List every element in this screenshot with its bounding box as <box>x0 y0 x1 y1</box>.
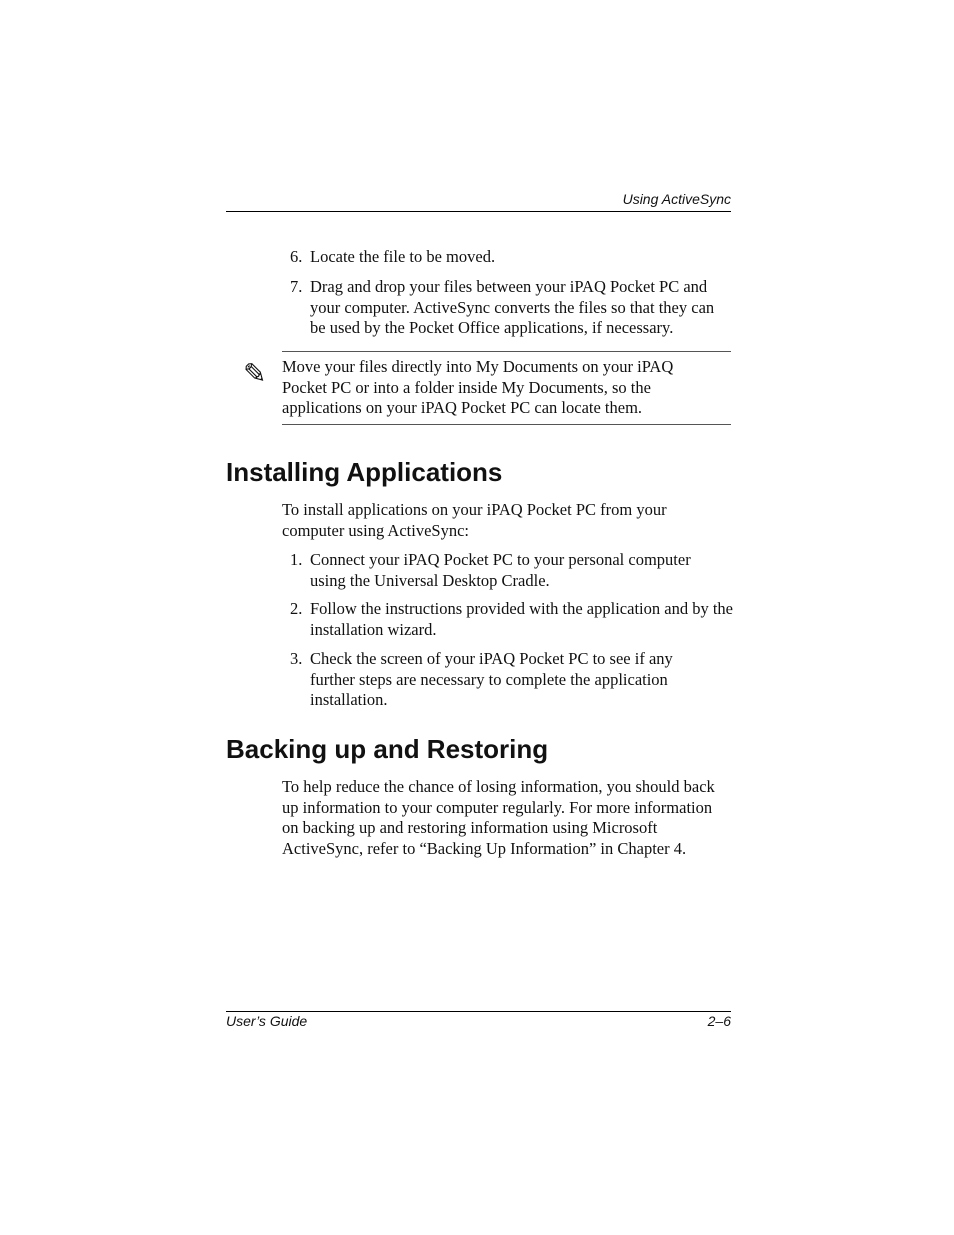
header-rule <box>226 211 731 212</box>
section-heading-installing: Installing Applications <box>226 457 503 487</box>
note-text: Move your files directly into My Documents on your iPAQ Pocket PC or into a folder inside My Documents, so the applications on your iPAQ Pocket PC can locate them. <box>282 357 674 417</box>
step-text: Follow the instructions provided with the application and by the installation wizard. <box>310 599 733 639</box>
note-top-rule <box>282 351 731 352</box>
footer-rule <box>226 1011 731 1012</box>
list-item <box>290 599 735 640</box>
step-number: 2. <box>290 599 303 618</box>
step-number: 6. <box>290 247 303 266</box>
note-bottom-rule <box>282 424 731 425</box>
note-pencil-icon: ✎ <box>243 357 267 390</box>
backup-body: To help reduce the chance of losing information, you should back up information to your computer regularly. For more information on backing up and restoring information using Microsoft ActiveSync, refer to “Backing Up Information” in Chapter 4. <box>282 777 715 858</box>
step-text: Check the screen of your iPAQ Pocket PC to see if any further steps are necessary to complete the application installation. <box>310 649 673 709</box>
step-text: Locate the file to be moved. <box>310 247 496 266</box>
step-number: 7. <box>290 277 303 296</box>
step-number: 1. <box>290 550 303 569</box>
step-text: Connect your iPAQ Pocket PC to your personal computer using the Universal Desktop Cradle. <box>310 550 691 590</box>
step-text: Drag and drop your files between your iPAQ Pocket PC and your computer. ActiveSync converts the files so that they can be used by the Pocket Office applications, if necessary. <box>310 277 715 337</box>
running-header: Using ActiveSync <box>622 191 731 207</box>
list-item <box>290 277 730 339</box>
page-number: 2–6 <box>707 1013 731 1029</box>
section-heading-backing-up: Backing up and Restoring <box>226 734 549 764</box>
step-number: 3. <box>290 649 303 668</box>
list-item <box>290 649 710 711</box>
list-item <box>290 247 735 268</box>
footer-title: User’s Guide <box>226 1013 308 1029</box>
install-intro: To install applications on your iPAQ Pocket PC from your computer using ActiveSync: <box>282 500 667 540</box>
list-item <box>290 550 720 591</box>
